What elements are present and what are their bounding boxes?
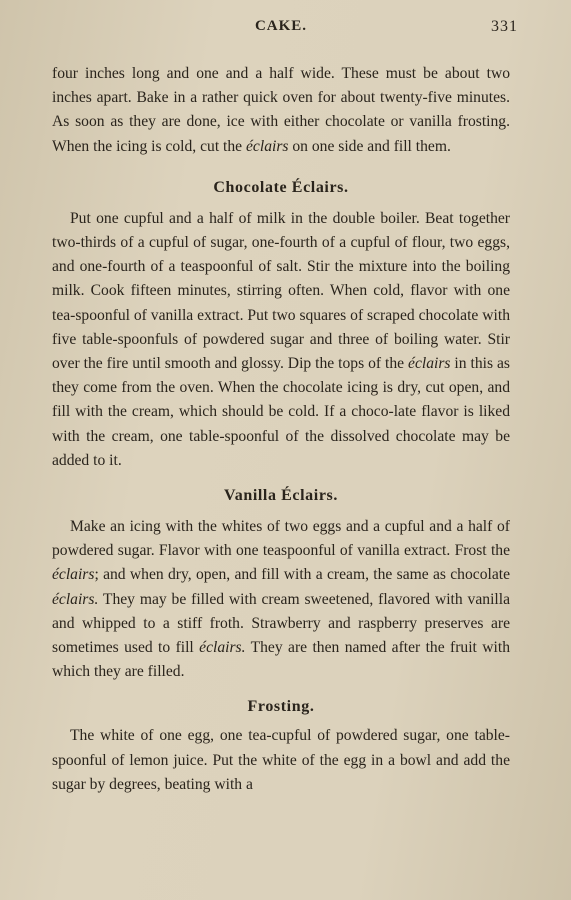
section-heading-vanilla-eclairs: Vanilla Éclairs.: [224, 487, 338, 505]
italic-text: éclairs: [52, 566, 95, 584]
italic-text: éclairs.: [52, 590, 99, 608]
italic-text: éclairs: [246, 137, 289, 155]
text-run: Make an icing with the whites of two eggs and a cupful and a half of powdered sugar. Flavor with one teaspoonful of vanilla extract. Frost the: [52, 518, 510, 560]
paragraph: [52, 515, 510, 684]
paragraph: [52, 724, 510, 797]
text-run: They may be filled with cream sweetened, flavored with vanilla and whipped to a stiff froth. Strawberry and raspberry preserves are sometimes used to fill: [52, 590, 510, 657]
text-run: four inches long and one and a half wide. These must be about two inches apart. Bake in a rather quick oven for about twenty-five minutes. As soon as they are done, ice with either chocolate or vanilla frosting. When the icing is cold, cut the: [52, 65, 510, 155]
paragraph: [52, 62, 510, 159]
paragraph: [52, 207, 510, 473]
page-body: [52, 62, 510, 797]
section-heading-frosting: Frosting.: [247, 698, 315, 716]
section-heading-chocolate-eclairs: Chocolate Éclairs.: [213, 178, 349, 196]
page-number: 331: [491, 18, 518, 35]
italic-text: éclairs: [408, 355, 451, 373]
italic-text: éclairs.: [199, 639, 246, 657]
book-page: [52, 12, 518, 797]
text-run: The white of one egg, one tea-cupful of powdered sugar, one table-spoonful of lemon juice. Put the white of the egg in a bowl and add the sugar by degrees, beating with a: [52, 727, 510, 793]
text-run: Put one cupful and a half of milk in the double boiler. Beat together two-thirds of a cupful of sugar, one-fourth of a cupful of flour, two eggs, and one-fourth of a teaspoonful of salt. Stir the mixture into the boiling milk. Cook fifteen minutes, stirring often. When cold, flavor with one tea-spoonful of vanilla extract. Put two squares of scraped chocolate with five table-spoonfuls of powdered sugar and three of boiling water. Stir over the fire until smooth and glossy. Dip the tops of the: [52, 209, 510, 373]
running-header: [52, 12, 518, 42]
text-run: on one side and fill them.: [288, 137, 451, 155]
running-title: CAKE.: [254, 18, 308, 34]
text-run: in this as they come from the oven. When the chocolate icing is dry, cut open, and fill with the cream, which should be cold. If a choco-late flavor is liked with the cream, one table-spoonful of the dissolved chocolate may be added to it.: [52, 355, 510, 469]
text-run: They are then named after the fruit with which they are filled.: [52, 639, 510, 681]
text-run: ; and when dry, open, and fill with a cream, the same as chocolate: [94, 566, 510, 584]
